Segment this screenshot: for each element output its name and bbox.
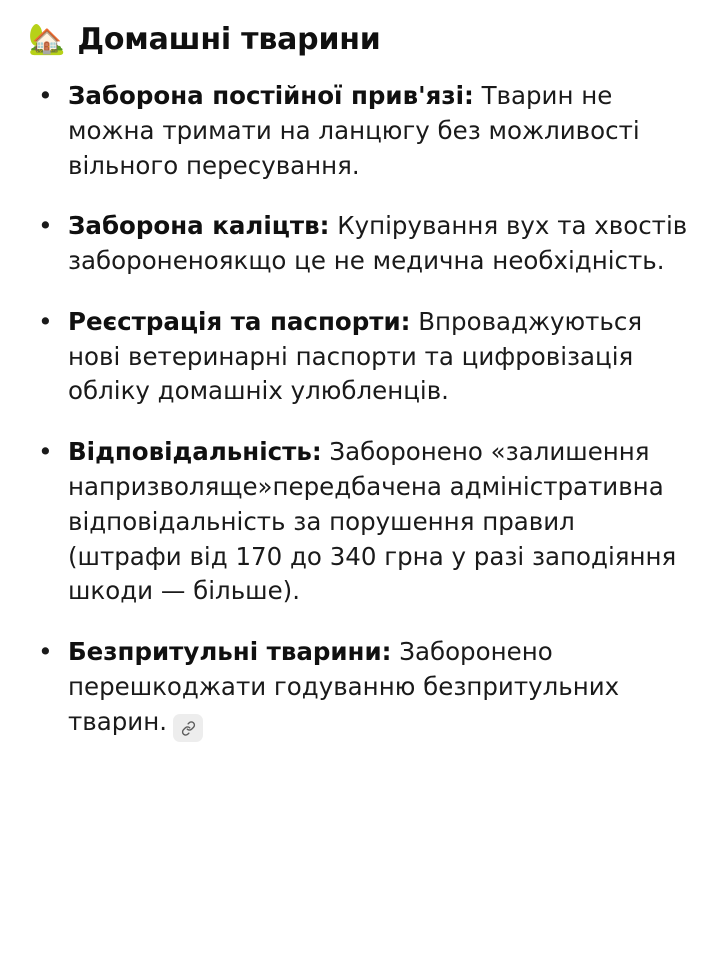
list-item [26,435,694,609]
list-item [26,635,694,742]
list-item-text: Заборонено перешкоджати годуванню безпритульних тварин. [68,637,620,736]
list-item [26,79,694,183]
list-item-text: Купірування вух та хвостів забороненоякщо це не медична необхідність. [68,211,688,276]
list-item-text: Заборонено «залишення напризволяще»передбачена адміністративна відповідальність за порушення правил (штрафи від 170 до 340 грна у разі заподіяння шкоди — більше). [68,437,677,606]
rules-list [26,79,694,742]
list-item-text: Впроваджуються нові ветеринарні паспорти та цифровізація обліку домашніх улюбленців. [68,306,643,406]
list-item-term: Безпритульні тварини: [68,637,392,667]
list-item-term: Заборона каліцтв: [68,211,330,241]
list-item [26,305,694,409]
list-item [26,209,694,279]
house-with-garden-icon: 🏡 [28,21,66,57]
page-title-text: Домашні тварини [77,22,381,57]
list-item-term: Заборона постійної прив'язі: [68,81,474,110]
list-item-text: Тварин не можна тримати на ланцюгу без можливості вільного пересування. [68,81,640,180]
list-item-term: Відповідальність: [68,437,322,467]
link-icon[interactable] [173,714,203,742]
list-item-term: Реєстрація та паспорти: [68,306,411,336]
page-title [28,22,694,57]
